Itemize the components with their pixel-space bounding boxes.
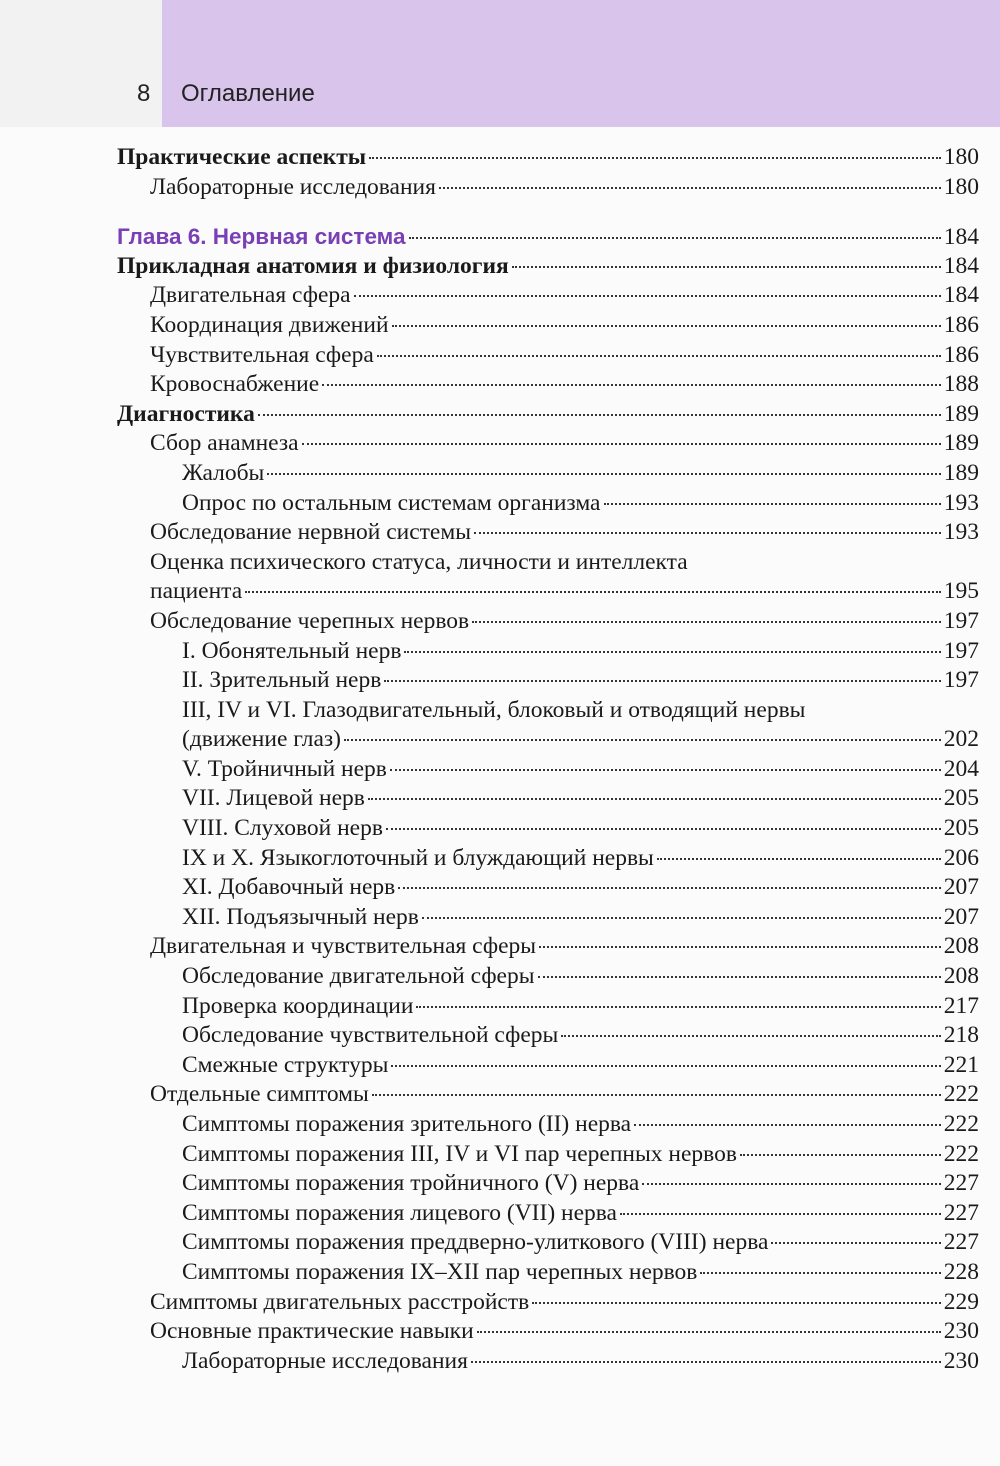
toc-entry-title: (движение глаз) xyxy=(182,726,341,753)
dot-leader xyxy=(391,1065,940,1067)
dot-leader xyxy=(604,503,941,505)
toc-entry[interactable] xyxy=(117,607,979,637)
toc-entry[interactable] xyxy=(117,400,979,430)
toc-page-number: 186 xyxy=(943,311,979,338)
dot-leader xyxy=(561,1035,940,1037)
toc-entry-title: Симптомы двигательных расстройств xyxy=(150,1288,530,1315)
toc-entry-title: Обследование черепных нервов xyxy=(150,607,470,634)
toc-page-number: 230 xyxy=(943,1347,979,1374)
toc-page-number: 206 xyxy=(943,844,979,871)
toc-entry-title: Проверка координации xyxy=(182,992,414,1019)
toc-entry[interactable] xyxy=(117,1228,979,1258)
toc-entry[interactable] xyxy=(117,1110,979,1140)
toc-entry[interactable] xyxy=(117,1347,979,1377)
dot-leader xyxy=(422,917,941,919)
toc-entry[interactable] xyxy=(117,725,979,755)
toc-entry-title: V. Тройничный нерв xyxy=(182,755,387,782)
toc-entry-title-line: Оценка психического статуса, личности и интеллекта xyxy=(150,548,688,575)
toc-entry-title: IX и X. Языкоглоточный и блуждающий нервы xyxy=(182,844,654,871)
toc-page-number: 208 xyxy=(943,963,979,990)
toc-entry-title: XII. Подъязычный нерв xyxy=(182,903,419,930)
dot-leader xyxy=(474,532,941,534)
toc-entry[interactable] xyxy=(117,281,979,311)
toc-entry-title: I. Обонятельный нерв xyxy=(182,637,402,664)
toc-entry[interactable] xyxy=(117,814,979,844)
toc-page-number: 186 xyxy=(943,341,979,368)
toc-entry-title: Прикладная анатомия и физиология xyxy=(117,252,509,279)
toc-entry[interactable] xyxy=(117,252,979,282)
toc-page-number: 197 xyxy=(943,637,979,664)
toc-entry[interactable] xyxy=(117,1080,979,1110)
toc-entry[interactable] xyxy=(117,173,979,203)
toc-page-number: 227 xyxy=(943,1170,979,1197)
toc-page-number: 217 xyxy=(943,992,979,1019)
toc-page-number: 205 xyxy=(943,815,979,842)
toc-entry-title: Практические аспекты xyxy=(117,144,367,170)
toc-entry[interactable] xyxy=(117,459,979,489)
toc-page-number: 227 xyxy=(943,1229,979,1256)
toc-entry-title-line: III, IV и VI. Глазодвигательный, блоковый и отводящий нервы xyxy=(182,696,806,723)
toc-page-number: 189 xyxy=(943,400,979,427)
toc-entry[interactable] xyxy=(117,489,979,519)
toc-entry-title: Обследование нервной системы xyxy=(150,519,472,546)
toc-entry-title: Кровоснабжение xyxy=(150,371,320,398)
toc-page-number: 184 xyxy=(943,252,979,279)
toc-page-number: 228 xyxy=(943,1258,979,1285)
dot-leader xyxy=(322,384,941,386)
dot-leader xyxy=(700,1272,940,1274)
toc-page-number: 180 xyxy=(943,173,979,200)
toc-page-number: 227 xyxy=(943,1199,979,1226)
toc-entry[interactable] xyxy=(117,873,979,903)
toc-entry-title: Двигательная и чувствительная сферы xyxy=(150,933,537,960)
dot-leader xyxy=(245,591,941,593)
toc-page-number: 188 xyxy=(943,371,979,398)
toc-page-number: 193 xyxy=(943,519,979,546)
toc-entry-title: Чувствительная сфера xyxy=(150,341,374,368)
running-title: Оглавление xyxy=(181,80,315,107)
toc-entry-title: Обследование двигательной сферы xyxy=(182,963,535,990)
toc-entry[interactable] xyxy=(117,992,979,1022)
toc-entry-title: Лабораторные исследования xyxy=(182,1347,468,1374)
dot-leader xyxy=(368,798,941,800)
toc-entry-title: Симптомы поражения зрительного (II) нерва xyxy=(182,1111,632,1137)
toc-entry-title: Симптомы поражения IX–XII пар черепных нервов xyxy=(182,1258,698,1285)
toc-entry[interactable] xyxy=(117,311,979,341)
toc-entry[interactable] xyxy=(117,1051,979,1081)
toc-entry-title: Лабораторные исследования xyxy=(150,173,436,200)
dot-leader xyxy=(642,1183,940,1185)
toc-entry[interactable] xyxy=(117,1199,979,1229)
dot-leader xyxy=(398,887,940,889)
toc-entry-title: Глава 6. Нервная система xyxy=(117,224,406,250)
toc-entry[interactable] xyxy=(117,143,979,173)
toc-entry[interactable] xyxy=(117,637,979,667)
toc-page-number: 195 xyxy=(943,578,979,605)
toc-entry-title: Основные практические навыки xyxy=(150,1318,474,1345)
dot-leader xyxy=(538,976,941,978)
page-number: 8 xyxy=(137,80,151,107)
dot-leader xyxy=(409,237,941,239)
toc-entry[interactable] xyxy=(117,1169,979,1199)
toc-page-number: 184 xyxy=(943,224,979,251)
toc-entry-title: Координация движений xyxy=(150,311,389,338)
dot-leader xyxy=(532,1302,941,1304)
toc-entry[interactable] xyxy=(117,932,979,962)
toc-entry-title: Симптомы поражения III, IV и VI пар черепных нервов xyxy=(182,1140,737,1167)
toc-entry[interactable] xyxy=(117,518,979,548)
toc-entry-title: VII. Лицевой нерв xyxy=(182,785,365,812)
toc-entry-title: Симптомы поражения тройничного (V) нерва xyxy=(182,1170,640,1197)
dot-leader xyxy=(372,1094,941,1096)
dot-leader xyxy=(392,325,941,327)
dot-leader xyxy=(344,739,941,741)
toc-entry-title: XI. Добавочный нерв xyxy=(182,874,396,901)
dot-leader xyxy=(404,651,940,653)
dot-leader xyxy=(620,1213,941,1215)
dot-leader xyxy=(539,946,941,948)
toc-entry[interactable] xyxy=(117,429,979,459)
dot-leader xyxy=(384,680,940,682)
toc-page-number: 202 xyxy=(943,726,979,753)
toc-entry-title: II. Зрительный нерв xyxy=(182,667,382,694)
toc-entry-title: пациента xyxy=(150,578,243,605)
dot-leader xyxy=(740,1154,941,1156)
dot-leader xyxy=(477,1331,941,1333)
toc-entry-title: Диагностика xyxy=(117,400,255,427)
toc-entry[interactable] xyxy=(117,341,979,371)
toc-page-number: 218 xyxy=(943,1022,979,1049)
dot-leader xyxy=(657,858,941,860)
toc-page-number: 193 xyxy=(943,489,979,516)
dot-leader xyxy=(258,414,941,416)
toc-entry[interactable] xyxy=(117,962,979,992)
dot-leader xyxy=(634,1124,941,1126)
toc-entry[interactable] xyxy=(117,784,979,814)
toc-page-number: 221 xyxy=(943,1051,979,1078)
toc-page-number: 230 xyxy=(943,1318,979,1345)
toc-entry-title: Симптомы поражения лицевого (VII) нерва xyxy=(182,1199,617,1226)
toc-page-number: 222 xyxy=(943,1081,979,1108)
toc-entry-title: Смежные структуры xyxy=(182,1051,389,1078)
dot-leader xyxy=(377,355,941,357)
toc-page-number: 207 xyxy=(943,874,979,901)
toc-page-number: 204 xyxy=(943,755,979,782)
toc-entry[interactable] xyxy=(117,1140,979,1170)
toc-entry[interactable] xyxy=(117,577,979,607)
dot-leader xyxy=(369,157,941,159)
toc-entry-title: Опрос по остальным системам организма xyxy=(182,489,601,516)
dot-leader xyxy=(439,187,941,189)
dot-leader xyxy=(302,443,941,445)
dot-leader xyxy=(390,769,941,771)
toc-chapter-heading[interactable] xyxy=(117,222,979,252)
toc-entry-title: Симптомы поражения преддверно-улиткового (VIII) нерва xyxy=(182,1229,769,1256)
toc-entry[interactable] xyxy=(117,1288,979,1318)
dot-leader xyxy=(386,828,941,830)
dot-leader xyxy=(771,1242,940,1244)
toc-entry-title: Сбор анамнеза xyxy=(150,430,299,457)
toc-entry[interactable] xyxy=(117,666,979,696)
toc-page-number: 207 xyxy=(943,903,979,930)
dot-leader xyxy=(471,1361,941,1363)
toc-entry-title: Жалобы xyxy=(182,459,265,486)
toc-entry[interactable] xyxy=(117,755,979,785)
dot-leader xyxy=(267,473,940,475)
toc-entry[interactable] xyxy=(117,844,979,874)
toc-entry[interactable] xyxy=(117,370,979,400)
toc-page-number: 229 xyxy=(943,1288,979,1315)
toc-page-number: 205 xyxy=(943,785,979,812)
dot-leader xyxy=(416,1006,940,1008)
dot-leader xyxy=(354,295,941,297)
toc-entry[interactable] xyxy=(117,903,979,933)
toc-entry[interactable] xyxy=(117,1021,979,1051)
toc-page-number: 222 xyxy=(943,1140,979,1167)
dot-leader xyxy=(472,621,941,623)
toc-page-number: 197 xyxy=(943,607,979,634)
toc-entry-title: Двигательная сфера xyxy=(150,282,351,309)
toc-entry[interactable] xyxy=(117,1317,979,1347)
table-of-contents xyxy=(117,143,979,1376)
toc-page-number: 180 xyxy=(943,144,979,170)
toc-entry-title: Обследование чувствительной сферы xyxy=(182,1022,559,1049)
page-header xyxy=(0,0,1000,127)
toc-entry-title: VIII. Слуховой нерв xyxy=(182,815,383,842)
toc-page-number: 189 xyxy=(943,430,979,457)
toc-page-number: 197 xyxy=(943,667,979,694)
toc-page-number: 222 xyxy=(943,1111,979,1137)
toc-entry[interactable] xyxy=(117,1258,979,1288)
toc-entry-title: Отдельные симптомы xyxy=(150,1081,369,1108)
toc-page-number: 184 xyxy=(943,282,979,309)
toc-page-number: 189 xyxy=(943,459,979,486)
dot-leader xyxy=(512,266,941,268)
toc-page-number: 208 xyxy=(943,933,979,960)
